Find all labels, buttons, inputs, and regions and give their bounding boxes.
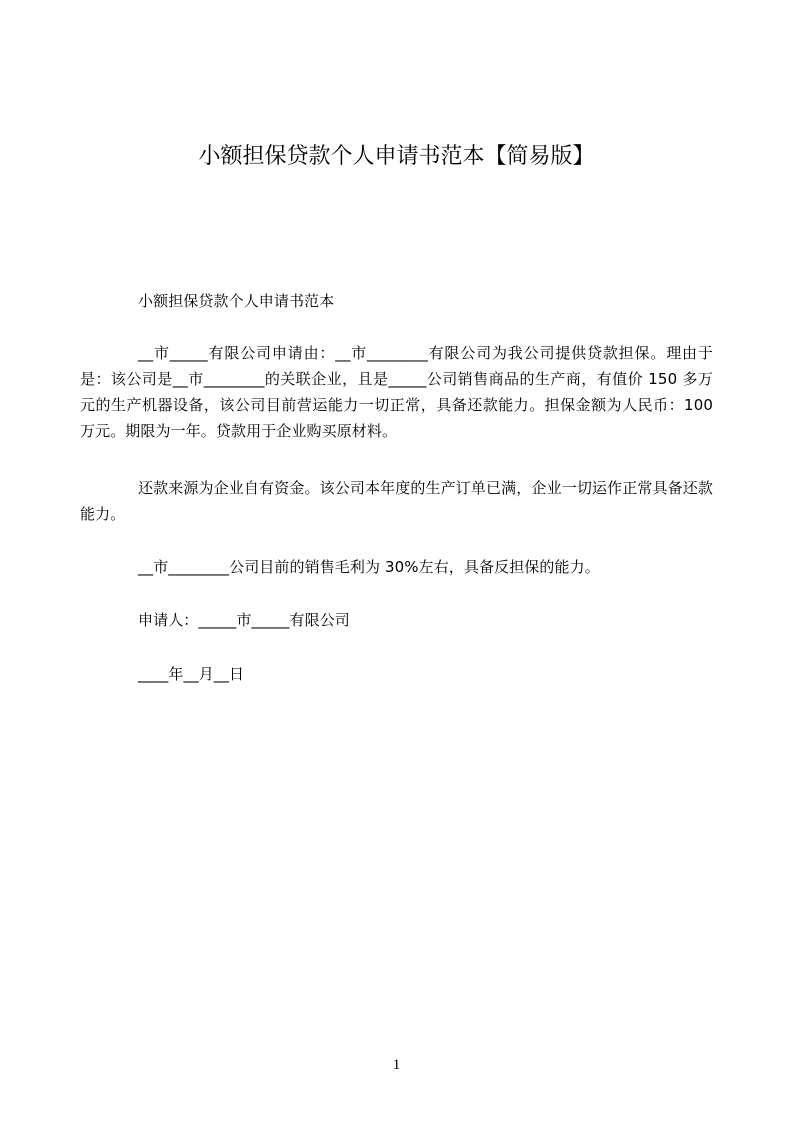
paragraph-date: ____年__月__日: [138, 665, 245, 683]
paragraph-repayment-source: 还款来源为企业自有资金。该公司本年度的生产订单已满，企业一切运作正常具备还款能力。: [80, 479, 713, 523]
document-title: 小额担保贷款个人申请书范本【简易版】: [198, 144, 595, 169]
paragraph-application-reason: __市_____有限公司申请由：__市________有限公司为我公司提供贷款担保。理由于是：该公司是__市________的关联企业，且是_____公司销售商品的生产商，有值价 150 多万元的生产机器设备，该公司目前营运能力一切正常，具备还款能力。担保金额为人民币：100 万元。期限为一年。贷款用于企业购买原材料。: [80, 344, 713, 440]
paragraph-heading: 小额担保贷款个人申请书范本: [138, 292, 335, 310]
paragraph-gross-margin: __市________公司目前的销售毛利为 30%左右，具备反担保的能力。: [138, 558, 600, 576]
page-number: 1: [392, 1057, 401, 1073]
paragraph-applicant: 申请人：_____市_____有限公司: [138, 611, 350, 629]
